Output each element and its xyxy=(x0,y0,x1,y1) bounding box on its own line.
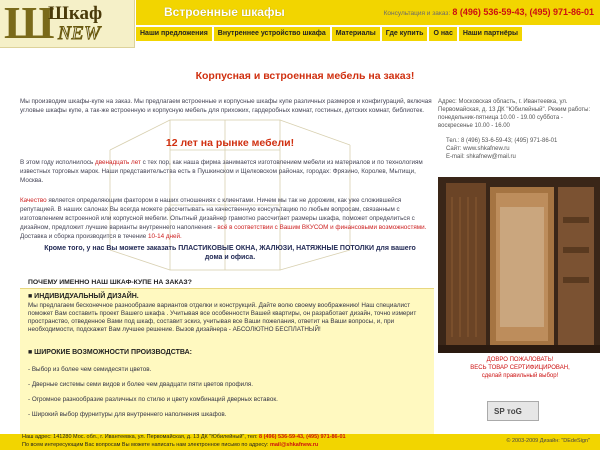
nav-about[interactable]: О нас xyxy=(429,27,456,41)
footer-mail-link[interactable]: mail@shkafnew.ru xyxy=(269,442,319,448)
promo-choice: сделай правильный выбор! xyxy=(481,373,559,379)
nav-materials[interactable]: Материалы xyxy=(332,27,380,41)
company-contacts xyxy=(446,137,596,161)
contact-label: Консультация и заказ: xyxy=(383,10,451,17)
history-paragraph xyxy=(20,158,432,185)
footer-address xyxy=(22,434,346,440)
quality-taste-accent: всё в соответствии с Вашим ВКУСОМ и финансовыми возможностями. xyxy=(217,224,427,231)
footer-mail-line xyxy=(22,442,318,448)
main-heading: Корпусная и встроенная мебель на заказ! xyxy=(195,70,415,82)
company-address: Адрес: Московская область, г. Ивантеевка, ул. Первомайская, д. 13 ДК "Юбилейный". Режим работы: понедельник-пятница 10.00 - 19.00 суббота - воскресенье 10.00 - 16.00 xyxy=(438,99,591,129)
promo-block xyxy=(440,356,600,380)
delivery-text: Доставка и сборка производится в течение xyxy=(20,233,148,240)
extra-offer: Кроме того, у нас Вы можете заказать ПЛАСТИКОВЫЕ ОКНА, ЖАЛЮЗИ, НАТЯЖНЫЕ ПОТОЛКИ для вашего дома и офиса. xyxy=(44,245,416,261)
reason-design-title: ■ ИНДИВИДУАЛЬНЫЙ ДИЗАЙН. xyxy=(28,293,139,300)
nav-inner-structure[interactable]: Внутреннее устройство шкафа xyxy=(214,27,330,41)
nav-partners[interactable]: Наши партнёры xyxy=(459,27,522,41)
promo-welcome: ДОВРО ПОЖАЛОВАТЬ! xyxy=(486,357,554,363)
reason-production-title: ■ ШИРОКИЕ ВОЗМОЖНОСТИ ПРОИЗВОДСТВА: xyxy=(28,349,192,356)
production-item: - Дверные системы семи видов и более чем двадцати пяти цветов профиля. xyxy=(28,381,254,388)
certificate-badge[interactable] xyxy=(487,401,539,421)
footer-mail-text: По всем интересующим Вас вопросам Вы можете написать нам электронное письмо по адресу: xyxy=(22,442,269,448)
quality-paragraph xyxy=(20,196,432,241)
header-contact xyxy=(384,7,594,17)
history-text-rest: с тех пор, как наша фирма занимается изготовлением мебели из материалов и по технологиям известных торговых марок. Наши представительства есть в Пушкинском и Щелковском районах, городах: Фрязино, Королев, Мытищи, Москва. xyxy=(20,159,423,184)
quality-accent: Качество xyxy=(20,197,47,204)
footer-address-text: Наш адрес: 141280 Мос. обл., г. Ивантеевка, ул. Первомайская, д. 13 ДК "Юбилейный", тел: xyxy=(22,434,258,440)
logo-new: NEW xyxy=(58,23,102,44)
intro-paragraph: Мы производим шкафы-купе на заказ. Мы предлагаем встроенные и корпусные шкафы купе различных размеров и конфигураций, включая угловые шкафы купе, а так-же встроенную и корпусную мебель для прихожих, гардеробных комнат, гостиных, детских комнат, библиотек. xyxy=(20,98,432,114)
reasons-heading: ПОЧЕМУ ИМЕННО НАШ ШКАФ-КУПЕ НА ЗАКАЗ? xyxy=(28,279,192,286)
production-item: - Огромное разнообразие различных по стилю и цвету комбинаций дверных вставок. xyxy=(28,396,278,403)
delivery-days: 10-14 дней. xyxy=(147,233,182,240)
history-text-start: В этом году исполнилось xyxy=(20,159,96,166)
years-heading: 12 лет на рынке мебели! xyxy=(165,137,295,149)
wardrobe-photo xyxy=(438,177,600,353)
header-phones: 8 (496) 536-59-43, (495) 971-86-01 xyxy=(452,7,594,17)
production-item: - Выбор из более чем семидесяти цветов. xyxy=(28,366,152,373)
certificate-mark: SР тоG xyxy=(494,407,522,416)
promo-certified: ВЕСЬ ТОВАР СЕРТИФИЦИРОВАН, xyxy=(470,365,570,371)
footer-phones: 8 (496) 536-59-43, (495) 971-86-01 xyxy=(259,434,346,440)
contact-site[interactable]: Сайт: www.shkafnew.ru xyxy=(446,146,510,152)
logo-letter: Ш xyxy=(4,0,55,48)
production-item: - Широкий выбор фурнитуры для внутреннего наполнения шкафов. xyxy=(28,411,227,418)
wardrobe-illustration xyxy=(438,177,600,353)
contact-tel: Тел.: 8 (496) 53-6-59-43; (495) 971-86-01 xyxy=(446,138,558,144)
contact-email[interactable]: E-mail: shkafnew@mail.ru xyxy=(446,154,516,160)
site-logo[interactable] xyxy=(0,0,135,48)
footer-copyright: © 2003-2009 Дизайн: "DEdeSign" xyxy=(506,438,590,444)
history-accent: двенадцать лет xyxy=(95,159,141,166)
nav-offers[interactable]: Наши предложения xyxy=(136,27,212,41)
quality-text: является определяющим фактором в наших отношениях с клиентами. Ничем мы так не дорожим, как уже сложившейся репутацией. В наших салонах Вы всегда можете рассчитывать на качественную консультацию по любым вопросам, связанным с изготовлением встроенной или корпусной мебели. Опытный дизайнер грамотно рассчитает размеры шкафа, поможет определиться с дизайном, предложит лучшие варианты внутреннего наполнения - xyxy=(20,197,415,231)
footer xyxy=(0,434,600,450)
logo-word: Шкаф xyxy=(48,3,103,24)
page-title: Встроенные шкафы xyxy=(164,5,285,19)
nav-where-to-buy[interactable]: Где купить xyxy=(382,27,428,41)
top-banner xyxy=(136,0,600,25)
main-nav xyxy=(136,27,600,41)
reason-design-text: Мы предлагаем бесконечное разнообразие вариантов отделки и конструкций. Дайте волю своему воображению! Наш специалист поможет Вам составить проект Вашего шкафа . Учитывая все особенности Вашей квартиры, он разработает дизайн, точно измерит пространство, отведенное Вами под шкаф, составит эскиз, учитывая все Ваши пожелания, ответит на Ваши вопросы, и, при необходимости, подскажет Вам лучшее решение. Вызов дизайнера - АБСОЛЮТНО БЕСПЛАТНЫЙ! xyxy=(28,302,417,333)
